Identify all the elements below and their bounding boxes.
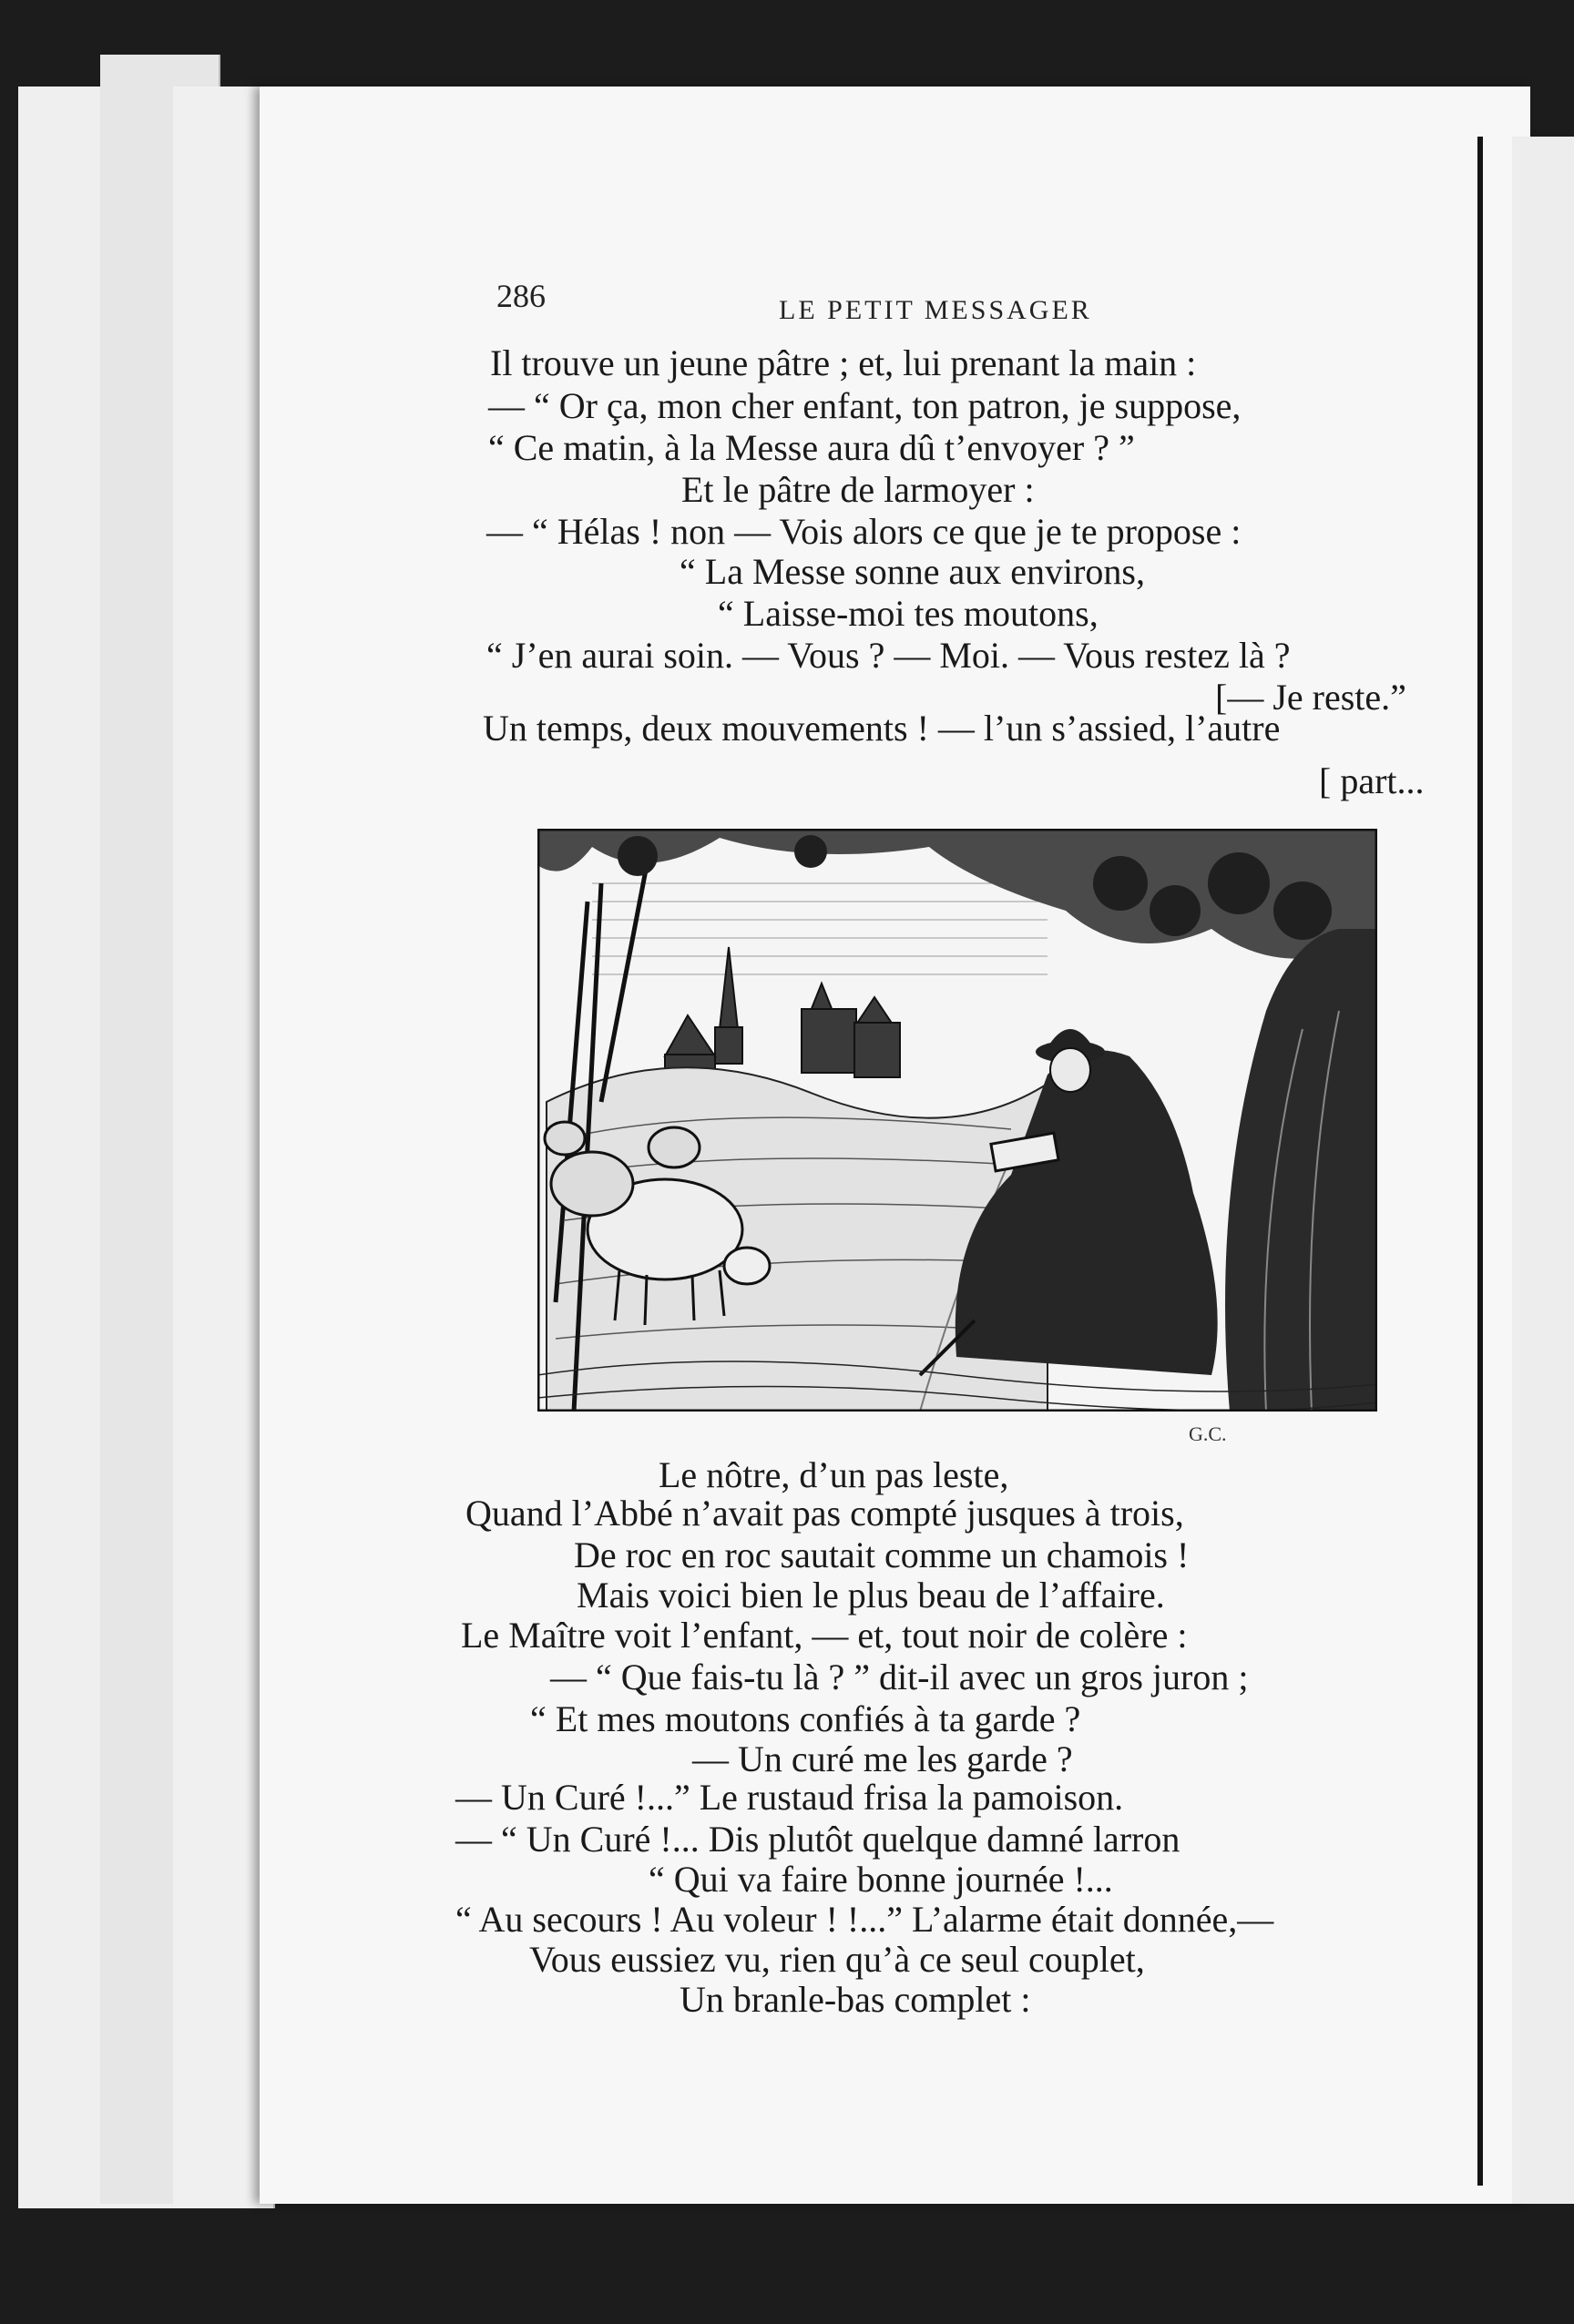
verse-line: “ Au secours ! Au voleur ! !...” L’alarme était donnée,— — [455, 1899, 1274, 1940]
verse-line: — “ Hélas ! non — Vois alors ce que je te propose : — [486, 511, 1242, 552]
verse-line: “ Et mes moutons confiés à ta garde ? — [530, 1698, 1081, 1739]
verse-line: Un branle-bas complet : — [680, 1979, 1031, 2020]
verse-line: — Un Curé !...” Le rustaud frisa la pamoison. — [455, 1777, 1124, 1818]
verse-line: “ Qui va faire bonne journée !... — [649, 1859, 1113, 1900]
verse-line: [ part... — [1319, 760, 1425, 801]
verse-line: “ Laisse-moi tes moutons, — [718, 593, 1099, 634]
verse-line: Le Maître voit l’enfant, — et, tout noir de colère : — [461, 1615, 1188, 1656]
verse-line: De roc en roc sautait comme un chamois ! — [574, 1534, 1190, 1575]
verse-line: Vous eussiez vu, rien qu’à ce seul couplet, — [529, 1939, 1145, 1980]
verse-line: Quand l’Abbé n’avait pas compté jusques à trois, — [465, 1493, 1184, 1534]
verse-line: [— Je reste.” — [1215, 677, 1406, 718]
facing-page-edge — [1512, 137, 1574, 2204]
verse-line: “ J’en aurai soin. — Vous ? — Moi. — Vous restez là ? — [486, 635, 1291, 676]
verse-line: “ La Messe sonne aux environs, — [680, 551, 1145, 592]
engraving-svg — [537, 829, 1377, 1412]
verse-line: Et le pâtre de larmoyer : — [681, 469, 1035, 510]
engraving-illustration — [537, 829, 1377, 1412]
verse-line: Il trouve un jeune pâtre ; et, lui prenant la main : — [490, 342, 1197, 383]
verse-line: Le nôtre, d’un pas leste, — [659, 1454, 1009, 1495]
running-head: LE PETIT MESSAGER — [779, 295, 1092, 325]
page-number: 286 — [496, 278, 546, 314]
verse-line: “ Ce matin, à la Messe aura dû t’envoyer ? ” — [488, 427, 1135, 468]
verse-line: — “ Or ça, mon cher enfant, ton patron, je suppose, — [488, 385, 1242, 426]
verse-line: Mais voici bien le plus beau de l’affaire. — [577, 1575, 1165, 1616]
verse-line: — Un curé me les garde ? — [692, 1738, 1073, 1779]
gutter-shadow — [1477, 137, 1483, 2186]
verse-line: — “ Un Curé !... Dis plutôt quelque damné larron — [455, 1819, 1180, 1860]
verse-line: — “ Que fais-tu là ? ” dit-il avec un gros juron ; — [550, 1656, 1249, 1697]
verse-line: Un temps, deux mouvements ! — l’un s’assied, l’autre — [483, 708, 1281, 749]
illustration-signature: G.C. — [1189, 1422, 1227, 1445]
